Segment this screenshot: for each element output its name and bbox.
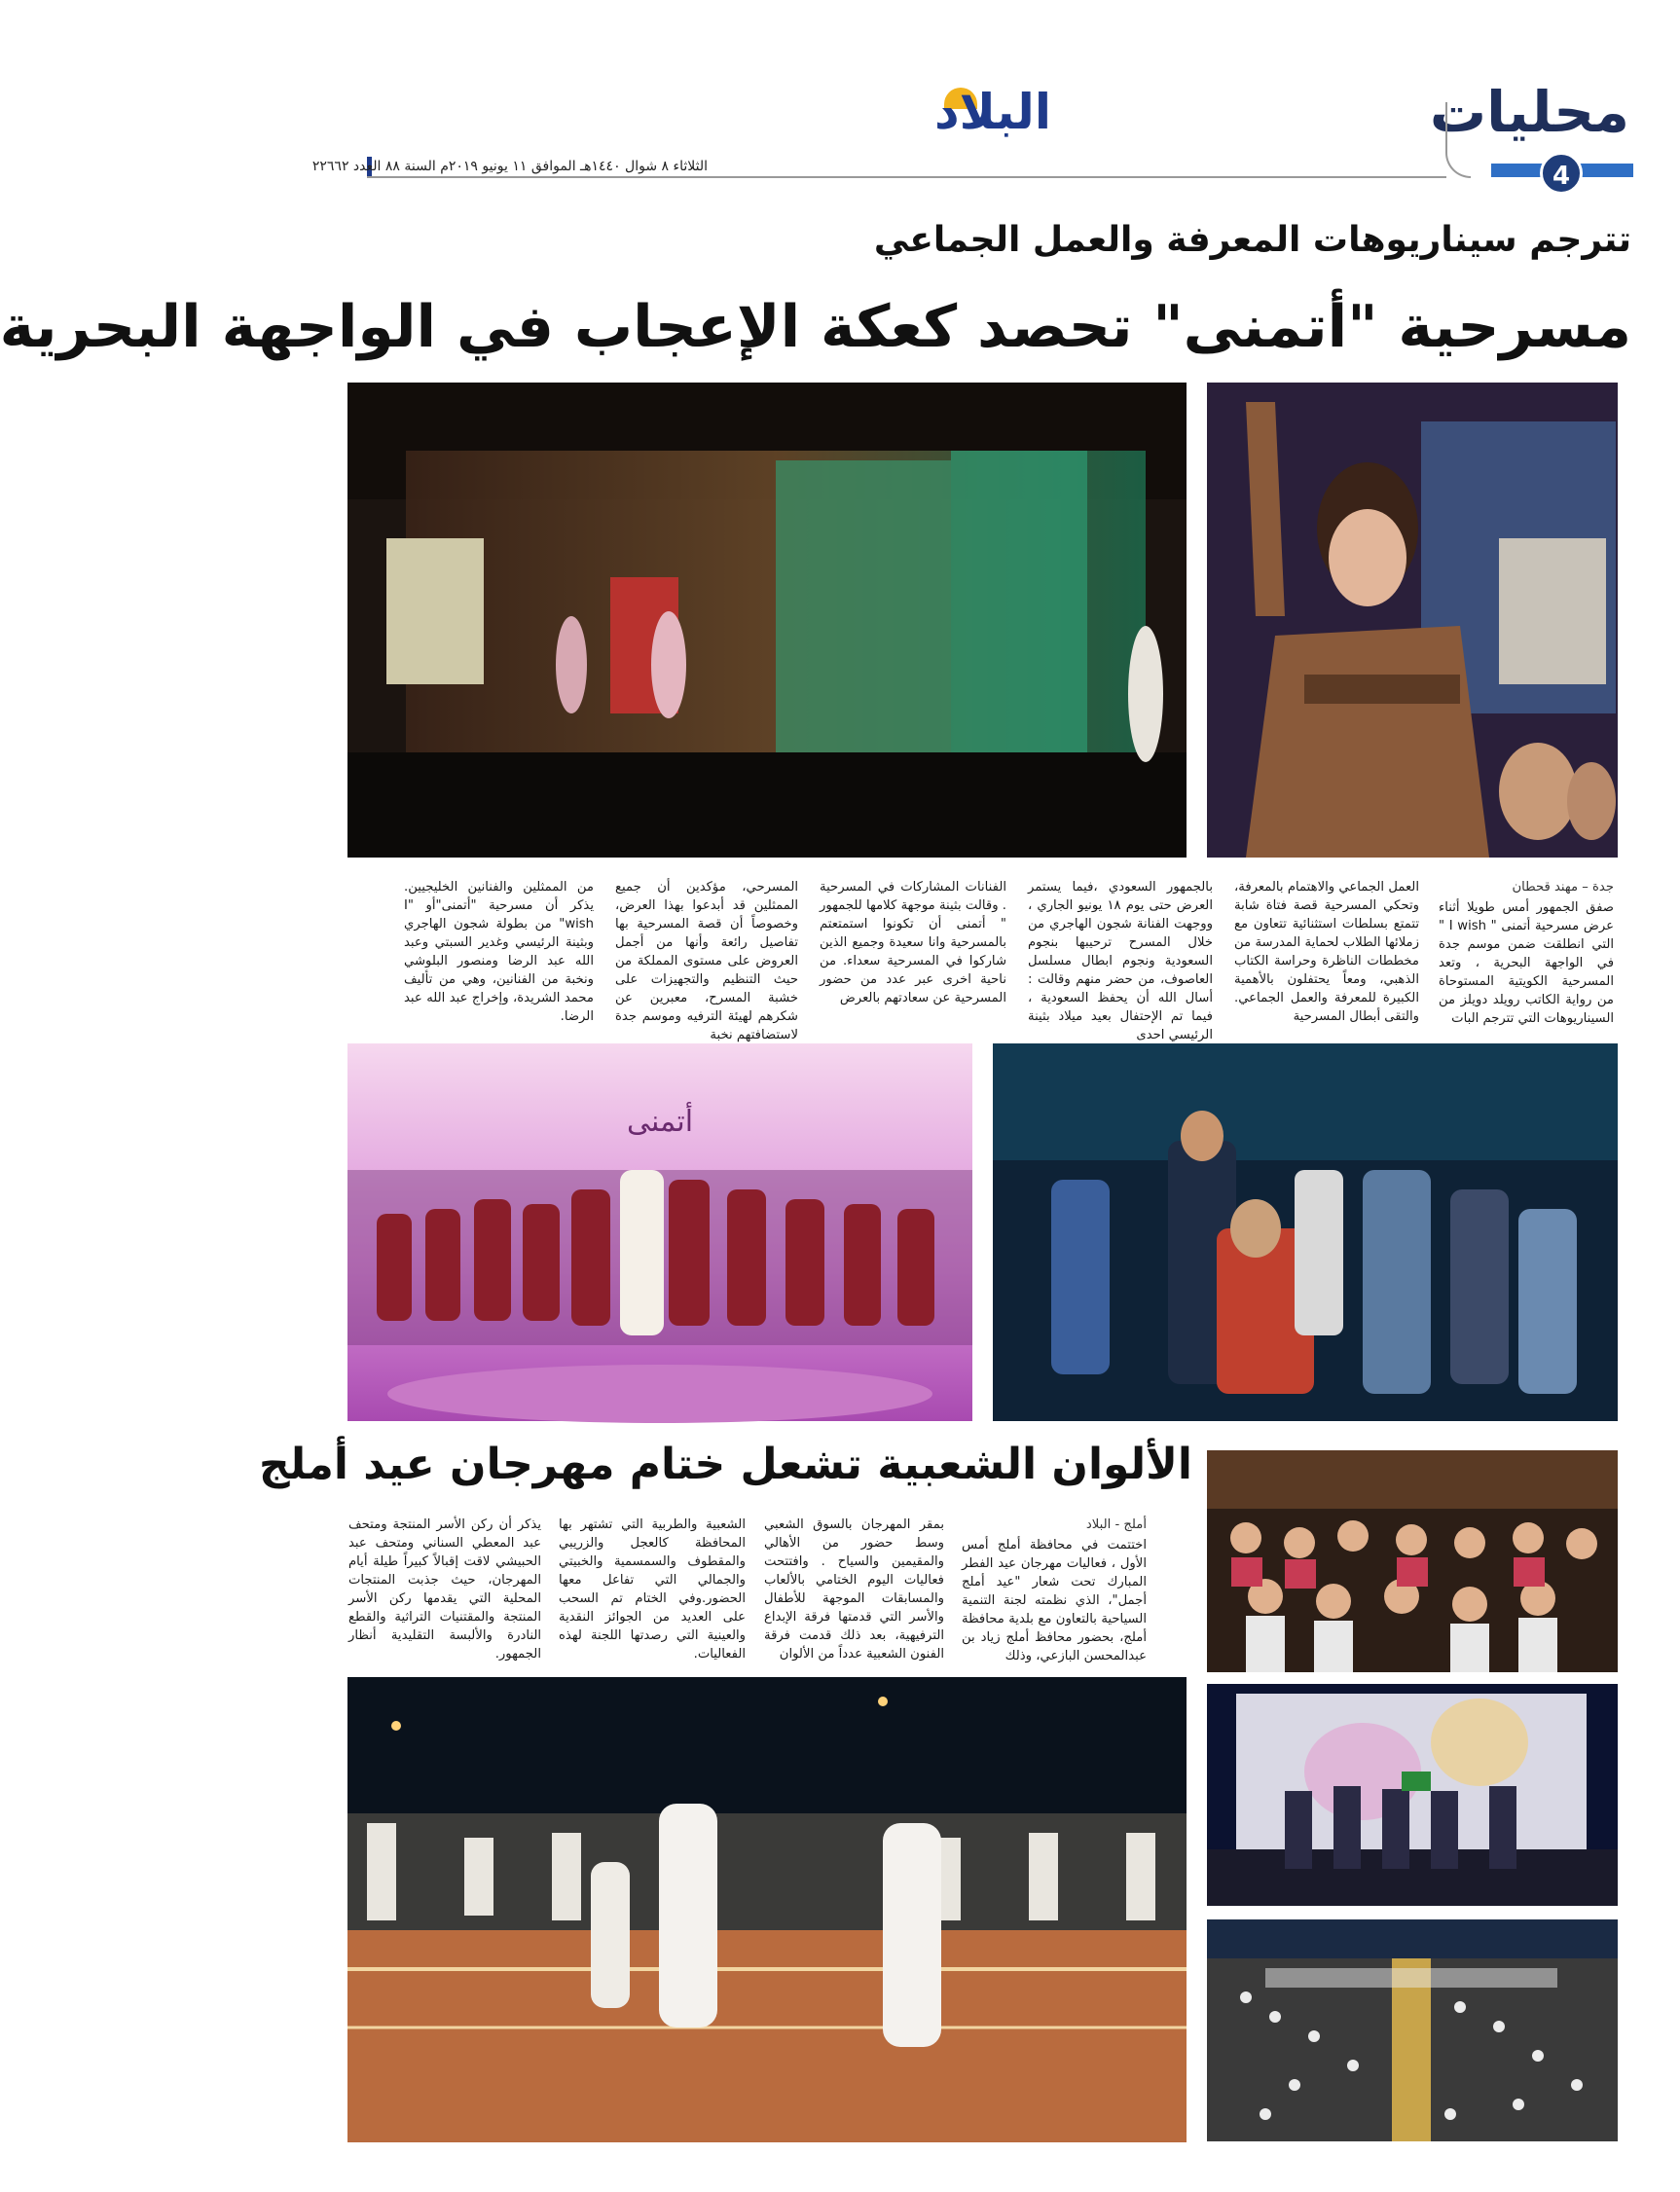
photo-cast-costumes xyxy=(993,1043,1618,1421)
photo-audience-children xyxy=(1207,1450,1618,1672)
photo-cast-banner xyxy=(347,1043,972,1421)
story2-column-4: يذكر أن ركن الأسر المنتجة ومتحف عبد المعطي السناني ومتحف عبد الحبيشي لاقت إقبالاً كبيراً طيلة أيام المهرجان، حيث جذبت المنتجات المحلية التي يقدمها ركن الأسر المنتجة والمقتنيات التراثية والقطع النادرة والألبسة التقليدية أنظار الجمهور. xyxy=(348,1517,541,1662)
story2-column-3: الشعبية والطربية التي تشتهر بها المحافظة كالعجل والزريبي والمقطوف والسمسمية والخبيتي والجمالي التي تفاعل معها الحضور.وفي الختام تم السحب على العديد من الجوائز النقدية والعينية التي رصدتها اللجنة لهذه الفعاليات. xyxy=(559,1517,746,1662)
page-number: 4 xyxy=(1540,152,1583,195)
story1-column-6: من الممثلين والفنانين الخليجيين. يذكر أن مسرحية "أتمنى"أو "I wish" من بطولة شجون الهاجري وبثينة الرئيسي وغدير السبتي وعبد الله عبد الرضا ومنصور البلوشي ونخبة من الفنانين، وهي من تأليف محمد الشريدة، وإخراج عبد الله عبد الرضا. xyxy=(404,880,594,1024)
story1-column-4: الفنانات المشاركات في المسرحية . وقالت بثينة موجهة كلامها للجمهور " أتمنى أن تكونوا استمتعتم بالمسرحية وانا سعيدة وجميع الذين شاركوا في المسرحية سعداء. من ناحية اخرى عبر عدد من حضور المسرحية عن سعادتهم بالعرض xyxy=(820,880,1006,1005)
dateline: الثلاثاء ٨ شوال ١٤٤٠هـ الموافق ١١ يونيو ٢٠١٩م السنة ٨٨ العدد ٢٢٦٦٢ xyxy=(311,159,708,174)
story1-kicker: تترجم سيناريوهات المعرفة والعمل الجماعي xyxy=(873,220,1631,260)
photo-stage-night-show xyxy=(1207,1684,1618,1906)
story2-byline: أملج - البلاد xyxy=(1085,1517,1147,1532)
story1-column-5: المسرحي، مؤكدين أن جميع الممثلين قد أبدعوا بهذا العرض، وخصوصاً أن قصة المسرحية بها تفاصيل رائعة وأنها من أجمل العروض على مستوى المملكة من حيث التنظيم والتجهيزات على خشبة المسرح، معبرين عن شكرهم لهيئة الترفيه وموسم جدة لاستضافتهم نخبة xyxy=(615,880,798,1042)
story1-column-2: العمل الجماعي والاهتمام بالمعرفة، وتحكي المسرحية قصة فتاة شابة تتمتع بسلطات استثنائية تتعاون مع زملائها الطلاب لحماية المدرسة من مخططات الناظرة وحراسة الكتاب الذهبي، ومعاً يحتفلون بالأهمية الكبيرة للمعرفة والعمل الجماعي. والتقى أبطال المسرحية xyxy=(1234,880,1419,1024)
story1-byline: جدة – مهند قحطان xyxy=(1512,880,1614,895)
newspaper-logo: البلاد xyxy=(934,84,1051,140)
story1-column-1 xyxy=(1439,878,1614,1024)
story1-headline: مسرحية "أتمنى" تحصد كعكة الإعجاب في الواجهة البحرية xyxy=(0,293,1631,361)
story2-headline: الألوان الشعبية تشعل ختام مهرجان عيد أملج xyxy=(258,1440,1192,1489)
photo-folk-dance xyxy=(347,1677,1187,2142)
story2-column-2: بمقر المهرجان بالسوق الشعبي وسط حضور من الأهالي والمقيمين والسياح . وافتتحت فعاليات اليوم الختامي بالألعاب والمسابقات الموجهة للأطفال والأسر التي قدمتها فرقة الإبداع الترفيهية، بعد ذلك قدمت فرقة الفنون الشعبية عدداً من الألوان xyxy=(764,1517,944,1662)
story2-column-1-text: اختتمت في محافظة أملج أمس الأول ، فعاليات مهرجان عيد الفطر المبارك تحت شعار "عيد أملج أجمل"، الذي نظمته لجنة التنمية السياحية بالتعاون مع بلدية محافظة أملج، بحضور محافظ أملج زياد بن عبدالمحسن البازعي، وذلك xyxy=(962,1538,1147,1663)
photo-lead-actress xyxy=(1207,383,1618,858)
story2-column-1 xyxy=(962,1516,1147,1663)
story1-column-3: بالجمهور السعودي ،فيما يستمر العرض حتى يوم ١٨ يونيو الجاري ، ووجهت الفنانة شجون الهاجري من خلال المسرح ترحيبها بنجوم السعودية ونجوم ابطال مسلسل العاصوف، من حضر منهم وقالت : أسال الله أن يحفظ السعودية ، فيما تم الإحتفال بعيد ميلاد بثينة الرئيسي احدى xyxy=(1028,880,1213,1042)
section-name: محليات xyxy=(1429,79,1629,145)
header-divider-curve xyxy=(1445,102,1471,178)
story1-column-1-text: صفق الجمهور أمس طويلا أثناء عرض مسرحية أتمنى " I wish " التي انطلقت ضمن موسم جدة في الواجهة البحرية ، وتعد المسرحية الكويتية المستوحاة من رواية الكاتب رويلد دويلز من السيناريوهات التي تترجم البات xyxy=(1439,900,1614,1026)
banner-text: أتمنى xyxy=(626,1105,694,1139)
photo-festival-aerial xyxy=(1207,1919,1618,2141)
photo-stage-wide xyxy=(347,383,1187,858)
